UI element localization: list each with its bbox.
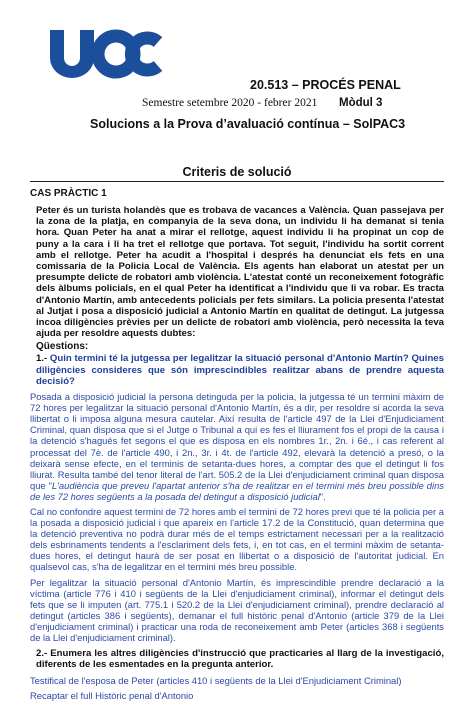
answer-1-quote-end: ". <box>319 490 326 502</box>
answer-1-paragraph-1 <box>30 391 444 502</box>
case-statement: Peter és un turista holandès que es trobava de vacances a València. Quan passejava per la zona de la platja, en companyia de la seva dona, un individu li ha demanat si tenia hora. Quan Peter ha anat a mirar el rellotge, aquest individu li ha propinat un cop de puny a la cara i li ha tret el rellotge que portava. Tot seguit, l'individu ha sortit corrent amb el rellotge. Peter ha acudit a l'hospital i després ha denunciat els fets en una comissaria de la Policia Local de València. Els agents han elaborat un atestat per un presumpte delicte de robatori amb violència. L'atestat conté un reconeixement fotogràfic dels àlbums policials, en el qual Peter ha identificat a l'individu que li va robar. Es tracta d'Antonio Martín, amb antecedents policials per fets similars. La policia presenta l'atestat al Jutjat i posa a disposició judicial a Antonio Martín en qualitat de detingut. La jutgessa incoa diligències prèvies per un delicte de robatori amb violència, però necessita la teva ajuda per resoldre aquests dubtes: <box>36 205 444 340</box>
questions-label: Qüestions: <box>36 341 89 353</box>
module-label: Mòdul 3 <box>339 97 383 109</box>
answer-1-paragraph-2: Cal no confondre aquest termini de 72 hores amb el termini de 72 hores previ que té la policia per a la posada a disposició judicial i que apareix en l'article 17.2 de la Constitució, quan determina que la detenció preventiva no podrà durar més de el temps estrictament necessari per a la realització dels esbrinaments tendents a l'esclariment dels fets, i, en tot cas, en el termini màxim de setanta-dues hores, el detingut haurà de ser posat en llibertat o a disposició de l'autoritat judicial. En qualsevol cas, s'ha de legalitzar en el termini més breu possible. <box>30 505 444 573</box>
uoc-logo-icon <box>48 28 160 78</box>
case-title: CAS PRÀCTIC 1 <box>30 188 107 199</box>
question-2 <box>30 648 444 670</box>
semester-row <box>142 97 383 109</box>
answer-2-line-2: Recaptar el full Històric penal d'Antonio <box>30 689 194 701</box>
answer-2-line-1: Testifical de l'esposa de Peter (articles 410 i següents de la Llei d'Enjudiciament Criminal) <box>30 674 402 686</box>
answer-1-text: Posada a disposició judicial la persona detinguda per la policia, la jutgessa té un termini màxim de 72 hores per legalitzar la situació personal d'Antonio Martín, és a dir, per resoldre si acorda la seva llibertat o li imposa alguna mesura cautelar. Així resulta de l'article 497 de la Llei d'Enjudiciament Criminal, quan disposa que si el Jutge o Tribunal a qui es fes el lliurament fos el propi de la causa i la detenció s'hagués fet segons el que es disposa en els nombres 1r., 2n. i 6é., i cas referent al processat del 7è. de l'article 490, i 2n., 3r. i 4t. de l'article 492, elevarà la detenció a presó, o la deixarà sense efecte, en el terminis de setanta-dues hores, a comptar des que el detingut li fos lliurat. Resulta també del tenor literal de l'art. 505.2 de la Llei d'enjudiciament criminal quan disposa que " <box>30 391 444 491</box>
question-1-text: Quin termini té la jutgessa per legalitzar la situació personal d'Antonio Martín? Quines diligències consideres que són imprescindibles realitzar abans de prendre aquesta decisió? <box>36 353 444 387</box>
question-2-number: 2.- <box>36 648 51 660</box>
section-divider <box>30 181 444 182</box>
semester-label: Semestre setembre 2020 - febrer 2021 <box>142 97 318 109</box>
answer-1-quote: L'audiència que preveu l'apartat anterior s'ha de realitzar en el termini més breu possible dins de les 72 hores següents a la posada del detingut a disposició judicial <box>30 479 444 502</box>
question-2-text: Enumera les altres diligències d'instrucció que practicaries al llarg de la investigació, diferents de les esmentades en la pregunta anterior. <box>36 648 444 671</box>
document-subtitle: Solucions a la Prova d’avaluació contínua – SolPAC3 <box>90 117 406 131</box>
question-1-number: 1.- <box>36 353 50 365</box>
section-title: Criteris de solució <box>182 165 292 179</box>
question-1 <box>30 353 444 387</box>
answer-1-paragraph-3: Per legalitzar la situació personal d'Antonio Martín, és imprescindible prendre declaració a la víctima (article 776 i 410 i següents de la Llei d'enjudiciament criminal), informar el detingut dels fets que se li imputen (art. 775.1 i 520.2 de la Llei d'enjudiciament criminal), prendre declaració al detingut (articles 386 i següents), demanar el full històric penal d'Antonio (article 379 de la Llei d'enjudiciament criminal) i practicar una roda de reconeixement amb Peter (articles 368 i següents de la Llei d'enjudiciament criminal). <box>30 576 444 644</box>
course-title: 20.513 – PROCÉS PENAL <box>250 78 401 92</box>
document-body <box>30 188 444 701</box>
